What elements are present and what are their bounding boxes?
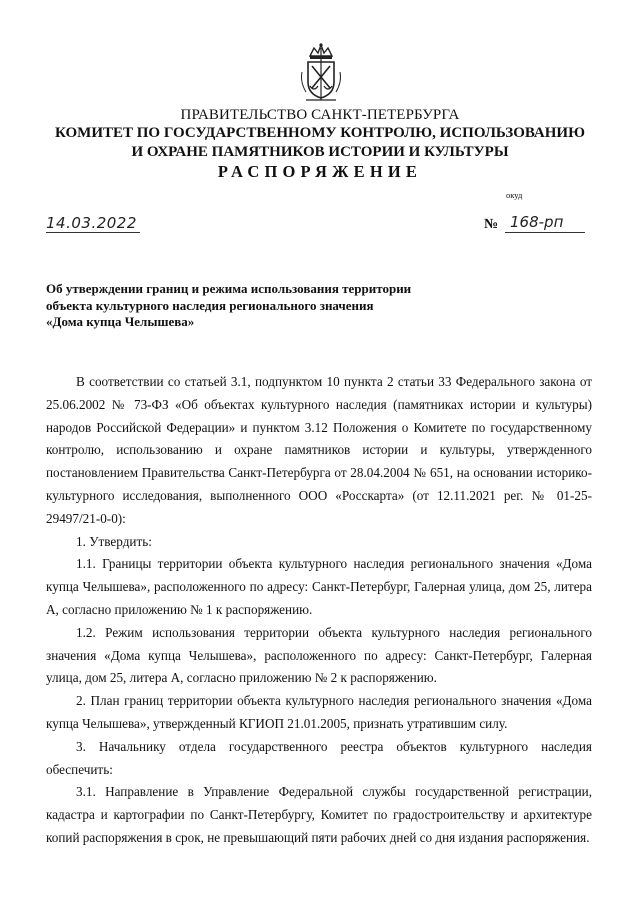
item-3-1: 3.1. Направление в Управление Федеральной службы государственной регистрации, кадастра и картографии по Санкт-Петербургу, Комитет по градостроительству и архитектуре копий распоряжения в срок, не превышающий пяти рабочих дней со дня издания распоряжения. xyxy=(46,784,592,845)
number-label: № xyxy=(484,217,499,232)
item-1-1: 1.1. Границы территории объекта культурного наследия регионального значения «Дома купца Челышева», расположенного по адресу: Санкт-Петербург, Галерная улица, дом 25, литера А, согласно приложению № 1 к распоряжению. xyxy=(46,556,592,617)
committee-name-line2: И ОХРАНЕ ПАМЯТНИКОВ ИСТОРИИ И КУЛЬТУРЫ xyxy=(131,144,509,160)
subject-line3: «Дома купца Челышева» xyxy=(46,314,195,329)
date-underline xyxy=(46,232,140,233)
item-1-2: 1.2. Режим использования территории объекта культурного наследия регионального значения «Дома купца Челышева», расположенного по адресу: Санкт-Петербург, Галерная улица, дом 25, литера А, согласно приложению № 2 к распоряжению. xyxy=(46,624,592,686)
government-name: ПРАВИТЕЛЬСТВО САНКТ-ПЕТЕРБУРГА xyxy=(180,107,460,123)
document-subject xyxy=(46,281,466,331)
document-number: 168-рп xyxy=(510,213,564,231)
committee-name-line1: КОМИТЕТ ПО ГОСУДАРСТВЕННОМУ КОНТРОЛЮ, ИСПОЛЬЗОВАНИЮ xyxy=(55,125,585,141)
number-underline xyxy=(505,232,585,233)
preamble-paragraph: В соответствии со статьей 3.1, подпунктом 10 пункта 2 статьи 33 Федерального закона от 25.06.2002 № 73-ФЗ «Об объектах культурного наследия (памятниках истории и культуры) народов Российской Федерации» и пунктом 3.12 Положения о Комитете по государственному контролю, использованию и охране памятников истории и культуры, утвержденного постановлением Правительства Санкт-Петербурга от 28.04.2004 № 651, на основании историко-культурного исследования, выполненного ООО «Росскарта» (от 12.11.2021 рег. № 01-25-29497/21-0-0): xyxy=(46,374,592,526)
document-date: 14.03.2022 xyxy=(46,214,137,232)
item-1: 1. Утвердить: xyxy=(76,533,152,549)
saint-petersburg-coat-of-arms-icon xyxy=(298,42,344,106)
item-2: 2. План границ территории объекта культурного наследия регионального значения «Дома купца Челышева», утвержденный КГИОП 21.01.2005, признать утратившим силу. xyxy=(46,693,592,731)
subject-line1: Об утверждении границ и режима использования территории xyxy=(46,281,412,296)
committee-name xyxy=(20,124,620,162)
document-body xyxy=(46,371,592,850)
item-3: 3. Начальнику отдела государственного реестра объектов культурного наследия обеспечить: xyxy=(46,738,592,777)
okud-label: окуд xyxy=(506,190,523,200)
document-type-title: РАСПОРЯЖЕНИЕ xyxy=(217,162,423,181)
subject-line2: объекта культурного наследия регионального значения xyxy=(46,297,374,313)
